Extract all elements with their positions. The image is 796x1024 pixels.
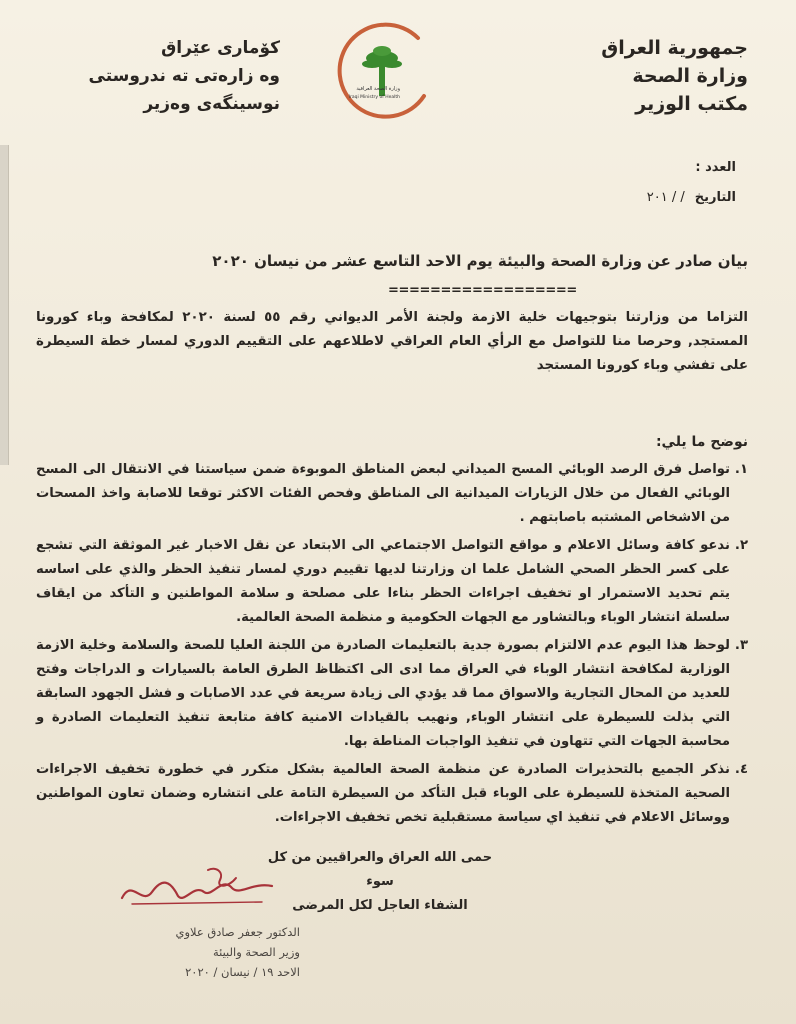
statement-point	[36, 634, 748, 754]
statement-points	[36, 458, 748, 834]
signer-block	[80, 922, 300, 982]
intro-paragraph: التزاما من وزارتنا بتوجيهات خلية الازمة ولجنة الأمر الديواني رقم ٥٥ لسنة ٢٠٢٠ لمكافحة وباء كورونا المستجد, وحرصا منا للتواصل مع الرأي العام العراقي لاطلاعهم على التقييم الدوري لمسار خطة السيطرة على تفشي وباء كورونا المستجد	[36, 310, 749, 373]
statement-point	[36, 758, 748, 830]
number-label: العدد :	[695, 160, 736, 175]
point-text: ندعو كافة وسائل الاعلام و مواقع التواصل الاجتماعي الى الابتعاد عن نقل الاخبار غير الموثقة التي تشجع على كسر الحظر الصحي الشامل علما ان وزارتنا لديها تقييم دوري لمسار تنفيذ الحظر والذي على اساسه يتم تحديد الاستمرار او تخفيف اجراءات الحظر بناءا على مصلحة و سلامة المواطنين و التأكد من ايقاف سلسلة انتشار الوباء وبالتشاور مع الجهات الحكومية و منظمة الصحة العالمية.	[36, 538, 730, 625]
point-number: ٢.	[734, 538, 748, 553]
date-value: / / ٢٠١	[646, 190, 685, 205]
statement-point	[36, 458, 748, 530]
logo-name-en: Iraqi Ministry of Health	[348, 95, 400, 100]
logo-name-ar: وزارة الصحة العراقية	[356, 86, 400, 92]
point-text: لوحظ هذا اليوم عدم الالتزام بصورة جدية بالتعليمات الصادرة من اللجنة العليا للصحة والسلامة وخلية الازمة الوزارية لمكافحة انتشار الوباء في العراق مما ادى الى اكتظاظ الطرق العامة بالسيارات و الدراجات وفتح للعديد من المحال التجارية والاسواق مما قد يؤدي الى زيادة سريعة في عدد الاصابات و فشل الجهود السابقة التي بذلت للسيطرة على انتشار الوباء, ونهيب بالقيادات الامنية كافة متابعة تنفيذ التعليمات الصادرة و محاسبة الجهات التي تتهاون في تنفيذ الواجبات المناطة بها.	[36, 638, 730, 749]
signer-date: الاحد ١٩ / نيسان / ٢٠٢٠	[185, 965, 300, 979]
header-arabic-line: جمهورية العراق	[601, 37, 748, 59]
header-kurdish-line: نوسینگەی وەزیر	[143, 94, 280, 114]
clarify-heading: نوضح ما يلي:	[655, 434, 748, 450]
subject-divider: ==================	[388, 283, 577, 298]
signer-title: وزير الصحة والبيئة	[212, 945, 300, 959]
point-number: ١.	[734, 462, 748, 477]
statement-subject: بيان صادر عن وزارة الصحة والبيئة يوم الاحد التاسع عشر من نيسان ٢٠٢٠	[212, 252, 748, 270]
point-text: تواصل فرق الرصد الوبائي المسح الميداني لبعض المناطق الموبوءة ضمن سياستنا في الانتقال الى المسح الوبائي الفعال من خلال الزيارات الميدانية الى المناطق وفحص الفئات الاكثر توقعا للاصابة واخذ المسحات من الاشخاص المشتبه باصابتهم .	[36, 462, 730, 525]
header-kurdish-line: وه زارەتی ته ندروستی	[88, 66, 280, 86]
header-kurdish	[40, 34, 280, 118]
closing-line: حمى الله العراق والعراقيين من كل سوء	[267, 850, 493, 889]
point-number: ٤.	[734, 762, 748, 777]
header-kurdish-line: كۆماری عێراق	[161, 38, 280, 58]
signer-name: الدكتور جعفر صادق علاوي	[175, 925, 300, 939]
point-number: ٣.	[734, 638, 748, 653]
date-label: التاريخ	[694, 190, 736, 205]
scan-edge	[0, 145, 9, 465]
header-arabic-line: مكتب الوزير	[635, 93, 748, 115]
minister-signature	[112, 858, 282, 918]
header-arabic-line: وزارة الصحة	[632, 65, 748, 87]
header-arabic	[558, 34, 748, 118]
closing-line: الشفاء العاجل لكل المرضى	[292, 898, 468, 913]
closing-prayer	[260, 846, 500, 918]
reference-block	[436, 160, 736, 220]
ministry-logo	[328, 18, 436, 126]
statement-point	[36, 534, 748, 630]
point-text: نذكر الجميع بالتحذيرات الصادرة عن منظمة الصحة العالمية بشكل متكرر في خطورة تخفيف الاجراءات الصحية المتخذة للسيطرة على الوباء قبل التأكد من السيطرة التامة على انتشاره وضمان تعاون المواطنين ووسائل الاعلام في تنفيذ اي سياسة مستقبلية تخص تخفيف الاجراءات.	[36, 762, 730, 825]
